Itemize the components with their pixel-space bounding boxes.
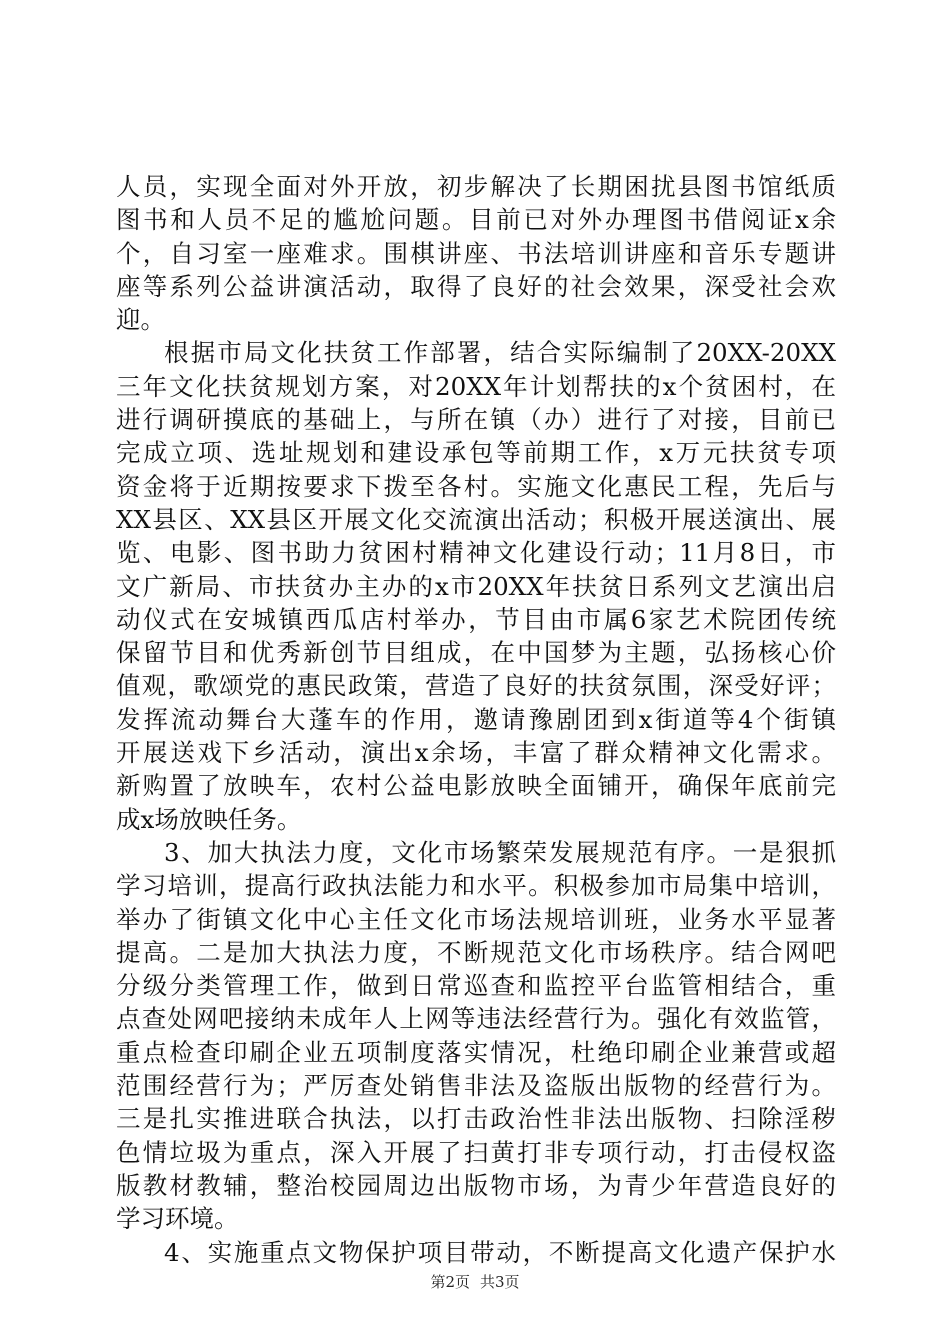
text-line: 座等系列公益讲演活动，取得了良好的社会效果，深受社会欢 bbox=[116, 271, 836, 301]
document-body bbox=[116, 170, 836, 1269]
text-line: 个，自习室一座难求。围棋讲座、书法培训讲座和音乐专题讲 bbox=[116, 238, 836, 268]
text-line: 版教材教辅，整治校园周边出版物市场，为青少年营造良好的 bbox=[116, 1170, 836, 1200]
page-footer bbox=[0, 1272, 950, 1292]
text-line: 提高。二是加大执法力度，不断规范文化市场秩序。结合网吧 bbox=[116, 937, 836, 967]
text-line: 动仪式在安城镇西瓜店村举办，节目由市属6家艺术院团传统 bbox=[116, 604, 836, 634]
paragraph bbox=[116, 836, 836, 1236]
text-line: 图书和人员不足的尴尬问题。目前已对外办理图书借阅证x余 bbox=[116, 205, 836, 235]
text-line: 值观，歌颂党的惠民政策，营造了良好的扶贫氛围，深受好评； bbox=[116, 671, 836, 701]
text-line: 分级分类管理工作，做到日常巡查和监控平台监管相结合，重 bbox=[116, 971, 836, 1001]
text-line: 学习环境。 bbox=[116, 1204, 239, 1234]
text-line: 范围经营行为；严厉查处销售非法及盗版出版物的经营行为。 bbox=[116, 1071, 836, 1101]
text-line: 点查处网吧接纳未成年人上网等违法经营行为。强化有效监管， bbox=[116, 1004, 836, 1034]
text-line: 3、加大执法力度，文化市场繁荣发展规范有序。一是狠抓 bbox=[164, 837, 836, 867]
text-line: 资金将于近期按要求下拨至各村。实施文化惠民工程，先后与 bbox=[116, 471, 836, 501]
paragraph bbox=[116, 336, 836, 835]
text-line: 学习培训，提高行政执法能力和水平。积极参加市局集中培训， bbox=[116, 871, 836, 901]
text-line: 文广新局、市扶贫办主办的x市20XX年扶贫日系列文艺演出启 bbox=[116, 571, 836, 601]
text-line: 三年文化扶贫规划方案，对20XX年计划帮扶的x个贫困村，在 bbox=[116, 371, 836, 401]
text-line: 4、实施重点文物保护项目带动，不断提高文化遗产保护水 bbox=[164, 1237, 836, 1267]
text-line: 发挥流动舞台大蓬车的作用，邀请豫剧团到x街道等4个街镇 bbox=[116, 704, 836, 734]
text-line: XX县区、XX县区开展文化交流演出活动；积极开展送演出、展 bbox=[116, 504, 836, 534]
text-line: 保留节目和优秀新创节目组成，在中国梦为主题，弘扬核心价 bbox=[116, 638, 836, 668]
paragraph bbox=[116, 1236, 836, 1269]
text-line: 举办了街镇文化中心主任文化市场法规培训班，业务水平显著 bbox=[116, 904, 836, 934]
text-line: 成x场放映任务。 bbox=[116, 804, 302, 834]
page-number: 第2页 bbox=[430, 1273, 470, 1291]
page-total: 共3页 bbox=[480, 1273, 520, 1291]
text-line: 开展送戏下乡活动，演出x余场，丰富了群众精神文化需求。 bbox=[116, 738, 836, 768]
text-line: 人员，实现全面对外开放，初步解决了长期困扰县图书馆纸质 bbox=[116, 172, 836, 201]
text-line: 迎。 bbox=[116, 305, 165, 335]
text-line: 三是扎实推进联合执法，以打击政治性非法出版物、扫除淫秽 bbox=[116, 1104, 836, 1134]
text-line: 进行调研摸底的基础上，与所在镇（办）进行了对接，目前已 bbox=[116, 405, 836, 435]
text-line: 重点检查印刷企业五项制度落实情况，杜绝印刷企业兼营或超 bbox=[116, 1037, 836, 1067]
text-line: 完成立项、选址规划和建设承包等前期工作，x万元扶贫专项 bbox=[116, 438, 836, 468]
text-line: 览、电影、图书助力贫困村精神文化建设行动；11月8日，市 bbox=[116, 538, 836, 568]
text-line: 根据市局文化扶贫工作部署，结合实际编制了20XX-20XX bbox=[164, 338, 836, 368]
text-line: 新购置了放映车，农村公益电影放映全面铺开，确保年底前完 bbox=[116, 771, 836, 801]
text-line: 色情垃圾为重点，深入开展了扫黄打非专项行动，打击侵权盗 bbox=[116, 1137, 836, 1167]
paragraph bbox=[116, 170, 836, 336]
